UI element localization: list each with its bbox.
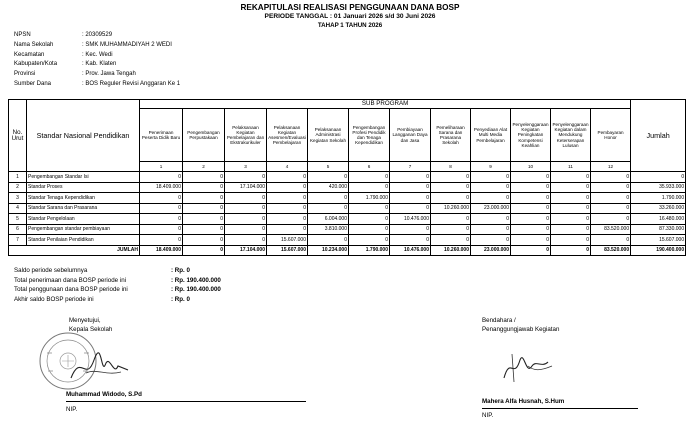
- sub-program-number-10: 10: [511, 162, 551, 172]
- row-total: 33.260.000: [631, 203, 686, 214]
- row-value: 0: [471, 172, 511, 183]
- row-value: 0: [225, 235, 267, 246]
- sub-program-header-9: Penyediaan Alat Multi Media Pembelajaran: [471, 109, 511, 162]
- sub-program-number-4: 4: [267, 162, 308, 172]
- total-value: 83.520.000: [591, 245, 631, 256]
- row-value: 0: [551, 193, 591, 204]
- row-value: 0: [390, 224, 431, 235]
- row-value: 0: [183, 214, 225, 225]
- row-value: 0: [308, 172, 349, 183]
- row-standard-name: Pengembangan standar pembiayaan: [27, 224, 140, 235]
- row-value: 0: [140, 203, 183, 214]
- row-standard-name: Pengembangan Standar Isi: [27, 172, 140, 183]
- row-value: 0: [511, 193, 551, 204]
- row-value: 0: [225, 193, 267, 204]
- sub-program-number-11: 11: [551, 162, 591, 172]
- row-number: 1: [9, 172, 27, 183]
- row-value: 0: [267, 224, 308, 235]
- row-value: 0: [349, 214, 390, 225]
- total-value: 18.409.000: [140, 245, 183, 256]
- total-value: 23.000.000: [471, 245, 511, 256]
- info-province: Provinsi : Prov. Jawa Tengah: [14, 71, 136, 78]
- row-value: 0: [511, 182, 551, 193]
- info-regency: Kabupaten/Kota : Kab. Klaten: [14, 61, 117, 68]
- report-period: PERIODE TANGGAL : 01 Januari 2026 s/d 30 Juni 2026: [264, 13, 436, 20]
- row-value: 0: [349, 172, 390, 183]
- principal-name: Muhammad Widodo, S.Pd: [66, 391, 142, 398]
- sub-program-header-4: Pelaksanaan Kegiatan Asesmen/Evaluasi Pembelajaran: [267, 109, 308, 162]
- sub-program-number-5: 5: [308, 162, 349, 172]
- sub-program-number-9: 9: [471, 162, 511, 172]
- row-value: 0: [349, 182, 390, 193]
- report-stage: TAHAP 1 TAHUN 2026: [317, 22, 383, 29]
- row-value: 0: [390, 182, 431, 193]
- sub-program-header-5: Pelaksanaan Administrasi Kegiatan Sekolah: [308, 109, 349, 162]
- treasurer-label: Bendahara /: [482, 317, 516, 324]
- row-value: 0: [183, 193, 225, 204]
- row-value: 0: [591, 193, 631, 204]
- table-row: [9, 182, 686, 193]
- row-standard-name: Standar Sarana dan Prasarana: [27, 203, 140, 214]
- principal-underline: [66, 401, 306, 402]
- sub-program-number-6: 6: [349, 162, 390, 172]
- treasurer-signature-icon: [498, 346, 558, 386]
- row-value: 0: [140, 235, 183, 246]
- sub-program-header-8: Pemeliharaan Sarana dan Prasarana Sekolah: [431, 109, 471, 162]
- row-total: 15.607.000: [631, 235, 686, 246]
- row-number: 2: [9, 182, 27, 193]
- sub-program-header-6: Pengembangan Profesi Pendidik dan Tenaga Kependidikan: [349, 109, 390, 162]
- col-no-header: No. Urut: [9, 100, 27, 172]
- row-value: 10.476.000: [390, 214, 431, 225]
- total-value: 0: [183, 245, 225, 256]
- row-value: 0: [591, 214, 631, 225]
- row-value: 0: [390, 193, 431, 204]
- row-number: 7: [9, 235, 27, 246]
- treasurer-name: Mahera Alfa Husnah, S.Hum: [482, 398, 565, 405]
- summary-total-used: Total penggunaan dana BOSP periode ini : Rp. 190.400.000: [14, 286, 221, 293]
- total-value: 0: [511, 245, 551, 256]
- row-value: 0: [511, 172, 551, 183]
- row-value: 0: [140, 224, 183, 235]
- row-value: 0: [183, 172, 225, 183]
- principal-title: Kepala Sekolah: [69, 326, 113, 333]
- summary-total-received: Total penerimaan dana BOSP periode ini : Rp. 190.400.000: [14, 276, 221, 284]
- row-value: 0: [591, 182, 631, 193]
- treasurer-underline: [482, 408, 638, 409]
- row-value: 0: [511, 235, 551, 246]
- row-value: 18.409.000: [140, 182, 183, 193]
- sub-program-header-11: Penyelenggaraan Kegiatan dalam Mendukung Keterserapan Lulusan: [551, 109, 591, 162]
- row-number: 3: [9, 193, 27, 204]
- row-value: 23.000.000: [471, 203, 511, 214]
- row-number: 5: [9, 214, 27, 225]
- school-info: [14, 32, 180, 91]
- row-value: 0: [308, 193, 349, 204]
- row-value: 0: [267, 182, 308, 193]
- summary-previous-balance: Saldo periode sebelumnya : Rp. 0: [14, 267, 190, 274]
- row-value: 0: [183, 182, 225, 193]
- row-value: 1.790.000: [349, 193, 390, 204]
- total-label: JUMLAH: [9, 245, 140, 256]
- summary-final-balance: Akhir saldo BOSP periode ini : Rp. 0: [14, 295, 190, 303]
- total-value: 17.104.000: [225, 245, 267, 256]
- col-total-header: Jumlah: [631, 100, 686, 172]
- table-row: [9, 203, 686, 214]
- row-value: 0: [431, 172, 471, 183]
- sub-program-header-10: Penyelenggaraan Kegiatan Peningkatan Kompetensi Keahlian: [511, 109, 551, 162]
- row-value: 17.104.000: [225, 182, 267, 193]
- balance-summary: [14, 267, 221, 305]
- info-fund-source: Sumber Dana : BOS Reguler Revisi Anggaran Ke 1: [14, 80, 181, 87]
- table-total-row: [9, 245, 686, 256]
- row-value: 0: [551, 182, 591, 193]
- row-value: 0: [551, 214, 591, 225]
- sub-program-number-8: 8: [431, 162, 471, 172]
- row-value: 0: [225, 224, 267, 235]
- row-value: 0: [225, 203, 267, 214]
- row-standard-name: Standar Pengelolaan: [27, 214, 140, 225]
- row-value: 0: [591, 235, 631, 246]
- row-value: 0: [511, 224, 551, 235]
- row-value: 0: [140, 193, 183, 204]
- row-value: 0: [267, 203, 308, 214]
- row-value: 0: [431, 235, 471, 246]
- row-total: 1.790.000: [631, 193, 686, 204]
- row-value: 0: [390, 235, 431, 246]
- row-value: 0: [349, 203, 390, 214]
- principal-nip: NIP.: [66, 406, 78, 413]
- sub-program-number-2: 2: [183, 162, 225, 172]
- col-standard-header: Standar Nasional Pendidikan: [27, 100, 140, 172]
- row-value: 0: [267, 193, 308, 204]
- row-value: 0: [471, 193, 511, 204]
- sub-program-number-1: 1: [140, 162, 183, 172]
- info-npsn: NPSN : 20309529: [14, 32, 113, 38]
- sub-program-header-7: Pembiayaan Langganan Daya dan Jasa: [390, 109, 431, 162]
- total-value: 0: [551, 245, 591, 256]
- row-standard-name: Standar Penilaian Pendidikan: [27, 235, 140, 246]
- total-value: 10.234.000: [308, 245, 349, 256]
- table-row: [9, 235, 686, 246]
- row-number: 6: [9, 224, 27, 235]
- treasurer-title: Penanggungjawab Kegiatan: [482, 326, 560, 333]
- total-value: 15.607.000: [267, 245, 308, 256]
- row-total: 16.480.000: [631, 214, 686, 225]
- row-number: 4: [9, 203, 27, 214]
- row-total: 35.933.000: [631, 182, 686, 193]
- row-value: 0: [431, 224, 471, 235]
- row-value: 0: [551, 203, 591, 214]
- report-title: REKAPITULASI REALISASI PENGGUNAAN DANA BOSP: [240, 3, 460, 12]
- principal-signature-icon: [66, 348, 136, 388]
- row-value: 0: [308, 235, 349, 246]
- grand-total: 190.400.000: [631, 245, 686, 256]
- row-value: 0: [140, 172, 183, 183]
- info-school-name: Nama Sekolah : SMK MUHAMMADIYAH 2 WEDI: [14, 41, 172, 48]
- sub-program-header-12: Pembayaran Honor: [591, 109, 631, 162]
- sub-program-header-2: Pengembangan Perpustakaan: [183, 109, 225, 162]
- row-value: 0: [471, 182, 511, 193]
- row-value: 10.260.000: [431, 203, 471, 214]
- sub-program-number-3: 3: [225, 162, 267, 172]
- sub-program-header: SUB PROGRAM: [140, 100, 631, 109]
- row-value: 0: [511, 214, 551, 225]
- recap-table: [8, 99, 686, 256]
- sub-program-header-3: Pelaksanaan Kegiatan Pembelajaran dan Ekstrakurikuler: [225, 109, 267, 162]
- table-row: [9, 224, 686, 235]
- row-value: 0: [267, 214, 308, 225]
- row-value: 0: [390, 203, 431, 214]
- total-value: 10.476.000: [390, 245, 431, 256]
- row-value: 0: [140, 214, 183, 225]
- sub-program-number-12: 12: [591, 162, 631, 172]
- row-total: 0: [631, 172, 686, 183]
- total-value: 1.790.000: [349, 245, 390, 256]
- total-value: 10.260.000: [431, 245, 471, 256]
- row-value: 0: [225, 214, 267, 225]
- row-value: 0: [471, 224, 511, 235]
- treasurer-nip: NIP.: [482, 412, 494, 419]
- row-value: 0: [349, 235, 390, 246]
- info-district: Kecamatan : Kec. Wedi: [14, 51, 113, 58]
- row-value: 0: [183, 235, 225, 246]
- row-value: 0: [551, 172, 591, 183]
- row-value: 0: [591, 172, 631, 183]
- row-value: 0: [431, 193, 471, 204]
- row-value: 83.520.000: [591, 224, 631, 235]
- row-standard-name: Standar Proses: [27, 182, 140, 193]
- row-value: 0: [308, 203, 349, 214]
- row-value: 0: [511, 203, 551, 214]
- table-row: [9, 193, 686, 204]
- row-value: 6.004.000: [308, 214, 349, 225]
- row-value: 0: [225, 172, 267, 183]
- row-value: 420.000: [308, 182, 349, 193]
- row-value: 0: [183, 203, 225, 214]
- row-value: 0: [591, 203, 631, 214]
- row-value: 0: [551, 224, 591, 235]
- row-standard-name: Standar Tenaga Kependidikan: [27, 193, 140, 204]
- table-row: [9, 214, 686, 225]
- row-value: 0: [431, 214, 471, 225]
- row-total: 87.330.000: [631, 224, 686, 235]
- row-value: 0: [471, 214, 511, 225]
- row-value: 0: [431, 182, 471, 193]
- row-value: 0: [267, 172, 308, 183]
- row-value: 15.607.000: [267, 235, 308, 246]
- sub-program-header-1: Penerimaan Peserta Didik Baru: [140, 109, 183, 162]
- row-value: 0: [471, 235, 511, 246]
- row-value: 0: [183, 224, 225, 235]
- row-value: 0: [390, 172, 431, 183]
- row-value: 0: [349, 224, 390, 235]
- row-value: 3.810.000: [308, 224, 349, 235]
- approval-label: Menyetujui,: [69, 317, 101, 324]
- row-value: 0: [551, 235, 591, 246]
- sub-program-number-7: 7: [390, 162, 431, 172]
- table-row: [9, 172, 686, 183]
